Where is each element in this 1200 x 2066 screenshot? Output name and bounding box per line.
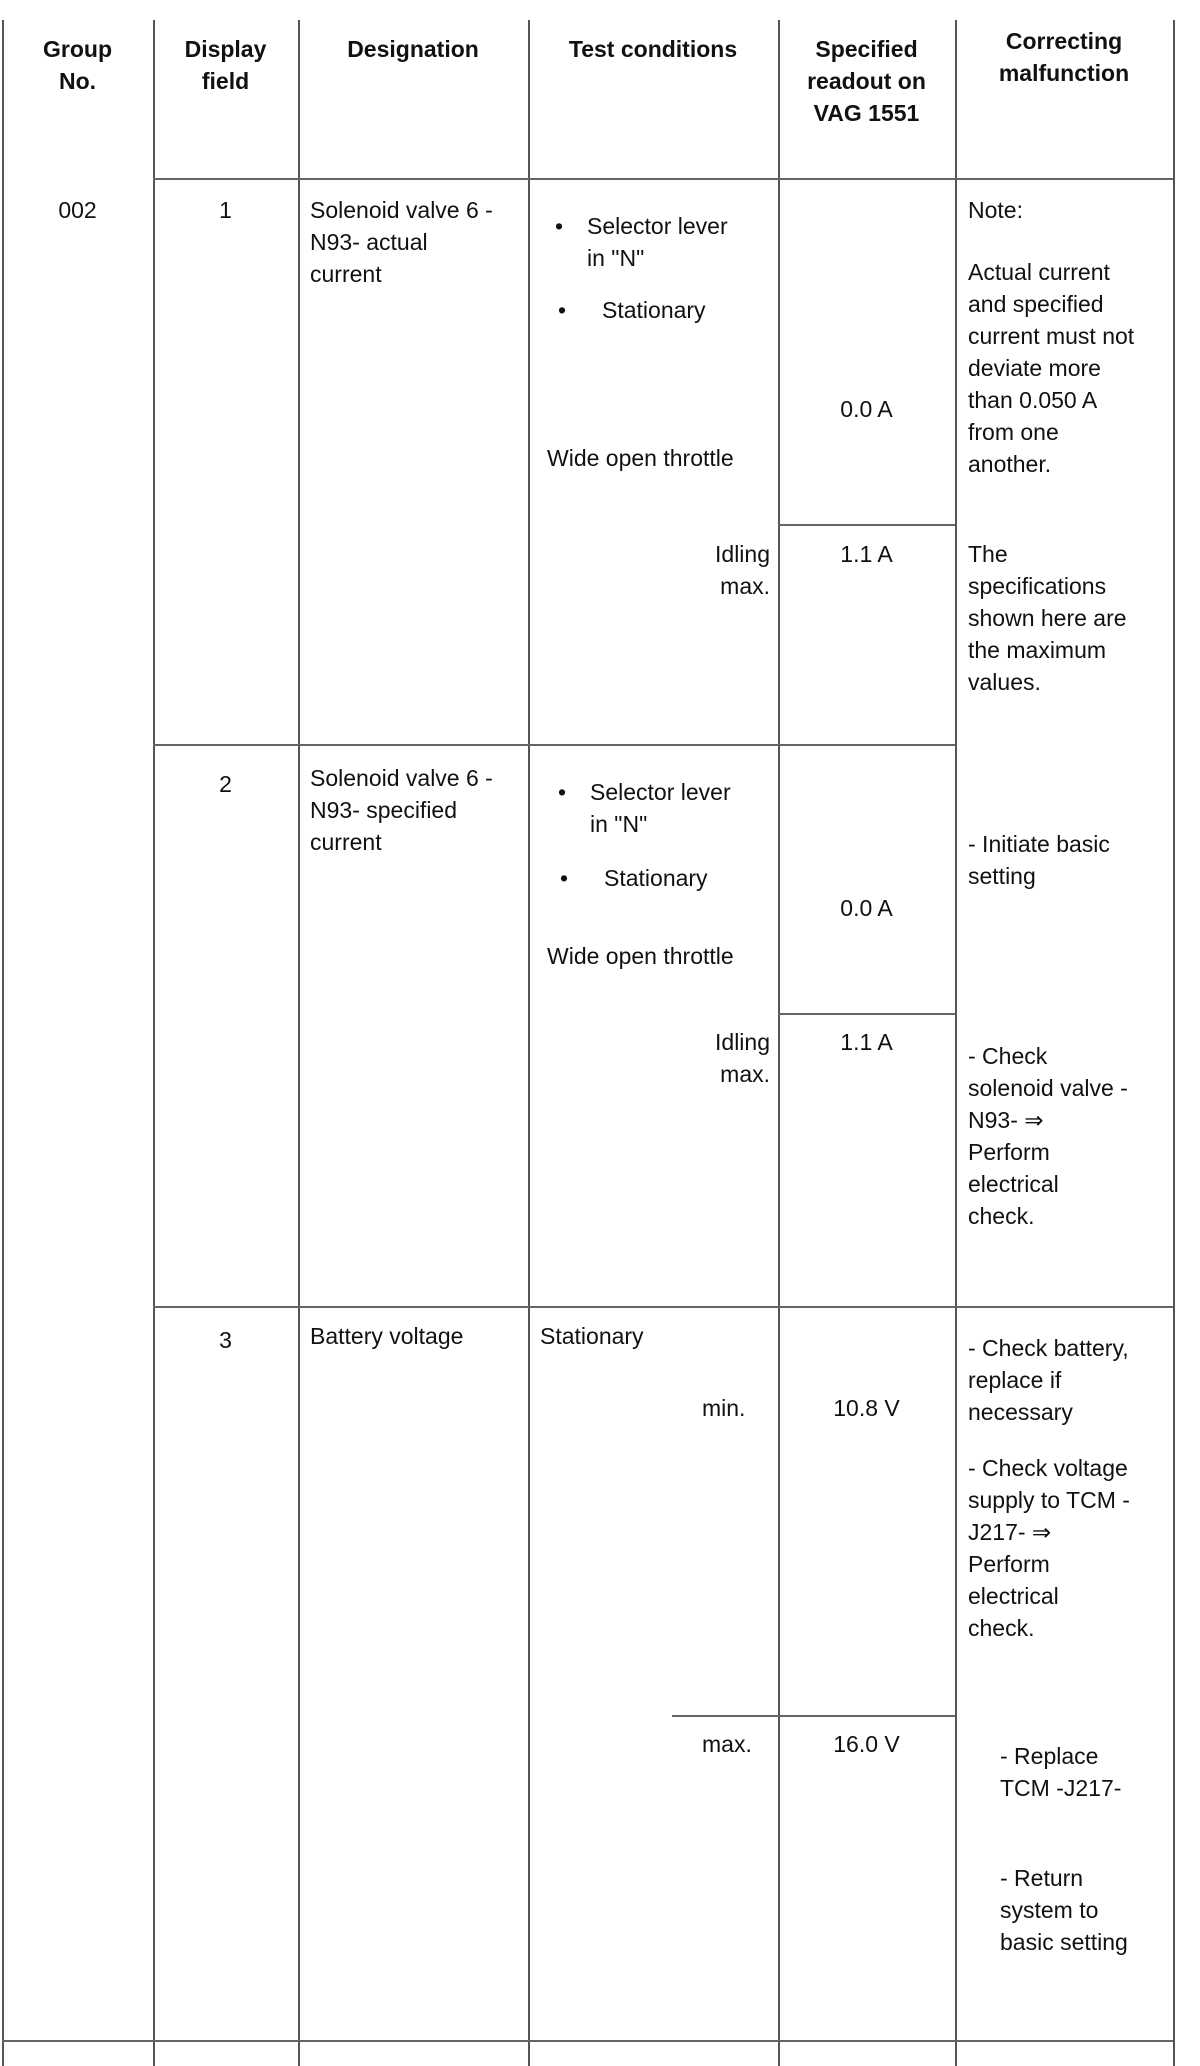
column-divider-designation — [528, 20, 530, 2066]
column-divider-readout — [955, 20, 957, 2066]
row1-note-specifications: The specifications shown here are the maximum values. — [968, 541, 1127, 695]
row1-note-text: Actual current and specified current must not deviate more than 0.050 A from one another. — [968, 259, 1135, 477]
row2-stationary: Stationary — [604, 865, 708, 891]
row3-stationary: Stationary — [540, 1323, 644, 1349]
header-divider — [153, 178, 1173, 180]
table-border-left — [2, 20, 4, 2066]
table-border-bottom — [2, 2040, 1173, 2042]
row1-wide-open-throttle: Wide open throttle — [547, 445, 734, 471]
row2-check-solenoid-valve: - Check solenoid valve - N93- ⇒ Perform electrical check. — [968, 1043, 1128, 1229]
header-test-conditions: Test conditions — [568, 36, 738, 62]
row3-designation: Battery voltage — [310, 1323, 464, 1349]
table-border-right — [1173, 20, 1175, 2066]
row1-designation: Solenoid valve 6 - N93- actual current — [310, 197, 493, 287]
row1-display-field: 1 — [219, 197, 232, 223]
row3-check-voltage-supply: - Check voltage supply to TCM - J217- ⇒ Perform electrical check. — [968, 1455, 1130, 1641]
row2-display-field: 2 — [219, 771, 232, 797]
row3-check-battery: - Check battery, replace if necessary — [968, 1335, 1129, 1425]
row2-bullet-icon-2: • — [560, 865, 569, 891]
header-correcting-malfunction: Correcting malfunction — [998, 28, 1130, 86]
header-designation: Designation — [347, 36, 479, 62]
row1-stationary: Stationary — [602, 297, 706, 323]
row1-idle-divider — [778, 524, 955, 526]
header-specified-readout: Specified readout on VAG 1551 — [807, 36, 926, 126]
row2-bottom-divider — [153, 1306, 1173, 1308]
row1-readout-wide-open: 0.0 A — [840, 396, 893, 422]
column-divider-field — [298, 20, 300, 2066]
row1-bullet-icon-2: • — [558, 297, 567, 323]
row1-readout-idling: 1.1 A — [840, 541, 893, 567]
row1-selector-lever: Selector lever in "N" — [587, 213, 728, 271]
row2-bullet-icon-1: • — [558, 779, 567, 805]
row3-replace-tcm: - Replace TCM -J217- — [1000, 1743, 1122, 1801]
row3-min-label: min. — [702, 1395, 746, 1421]
row2-wide-open-throttle: Wide open throttle — [547, 943, 734, 969]
row3-readout-max: 16.0 V — [833, 1731, 900, 1757]
group-number: 002 — [58, 197, 97, 223]
row2-readout-wide-open: 0.0 A — [840, 895, 893, 921]
row2-initiate-basic-setting: - Initiate basic setting — [968, 831, 1110, 889]
row3-readout-min: 10.8 V — [833, 1395, 900, 1421]
row2-idling-max: Idling max. — [715, 1029, 770, 1087]
header-display-field: Display field — [184, 36, 267, 94]
row1-note-label: Note: — [968, 197, 1023, 223]
row3-return-basic-setting: - Return system to basic setting — [1000, 1865, 1128, 1955]
header-group-no: Group No. — [43, 36, 112, 94]
column-divider-group — [153, 20, 155, 2066]
row2-readout-idling: 1.1 A — [840, 1029, 893, 1055]
row3-max-label: max. — [702, 1731, 752, 1757]
row3-display-field: 3 — [219, 1327, 232, 1353]
row2-designation: Solenoid valve 6 - N93- specified current — [310, 765, 493, 855]
row1-bullet-icon-1: • — [555, 213, 564, 239]
row3-max-divider — [672, 1715, 955, 1717]
row1-idling-max: Idling max. — [715, 541, 770, 599]
row2-idle-divider — [778, 1013, 955, 1015]
row2-selector-lever: Selector lever in "N" — [590, 779, 731, 837]
row1-bottom-divider — [153, 744, 955, 746]
